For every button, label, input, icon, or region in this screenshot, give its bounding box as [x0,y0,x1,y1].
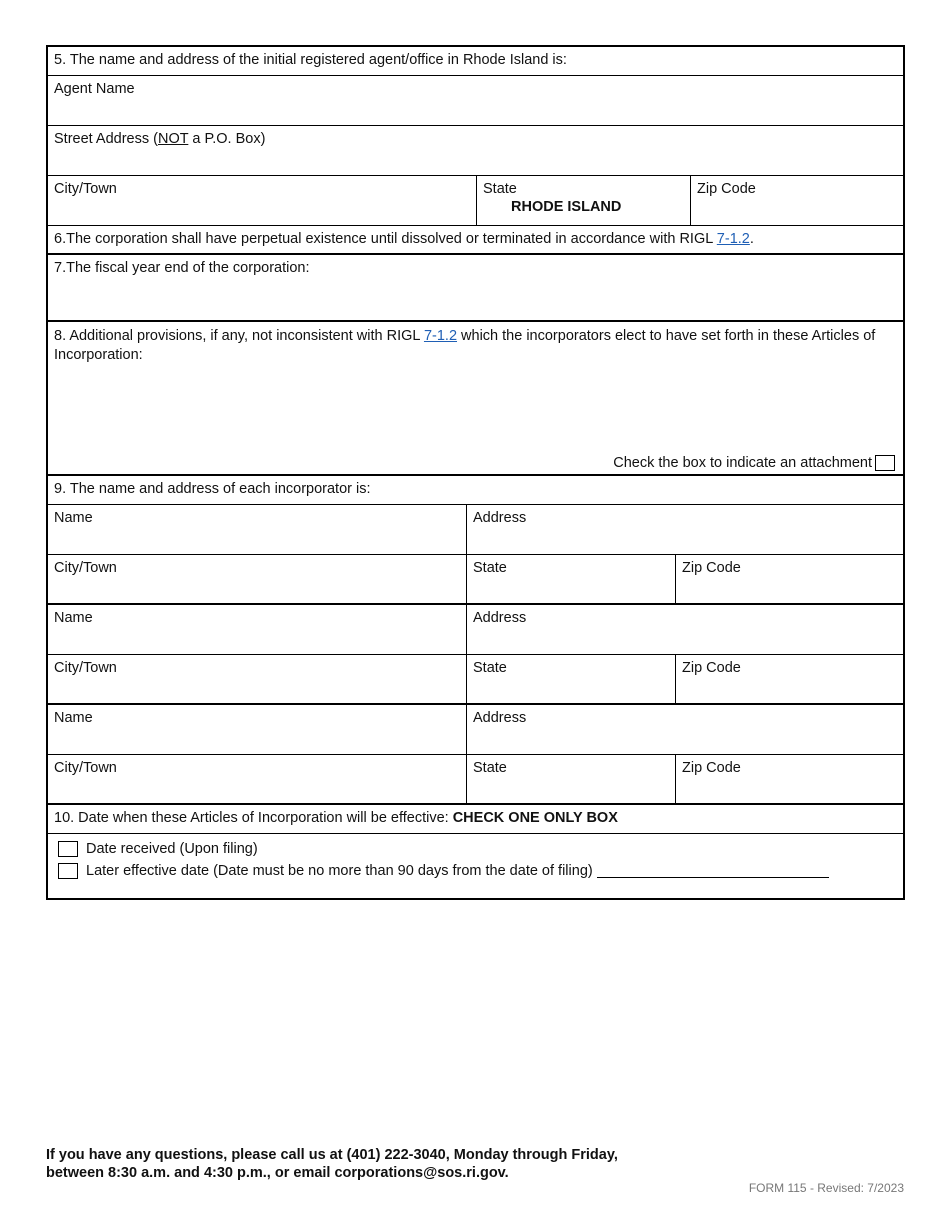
later-date-label: Later effective date (Date must be no more than 90 days from the date of filing) [86,863,593,879]
agent-state-field [476,176,690,225]
incorporator-3-city-label: City/Town [54,760,117,776]
not-underlined: NOT [157,131,189,147]
s5-heading: 5. The name and address of the initial registered agent/office in Rhode Island is: [54,52,567,68]
incorporator-1-address-field[interactable] [466,505,903,554]
incorporator-2-city-field[interactable] [48,655,466,703]
agent-city-field[interactable] [48,176,476,225]
date-received-label: Date received (Upon filing) [86,841,258,857]
contact-line-2: between 8:30 a.m. and 4:30 p.m., or email corporations@sos.ri.gov. [46,1165,509,1181]
incorporator-3-name-field[interactable] [48,705,466,754]
s7-row [48,255,903,322]
date-received-checkbox[interactable] [58,841,78,857]
s6-text: 6.The corporation shall have perpetual existence until dissolved or terminated in accordance with RIGL 7-1.2. [54,231,754,247]
agent-name-field[interactable] [48,76,903,125]
later-date-checkbox[interactable] [58,863,78,879]
incorporator-2-zip-field[interactable] [675,655,903,703]
form-number: FORM 115 - Revised: 7/2023 [748,1181,904,1195]
incorporator-3-name-row [48,705,903,755]
agent-zip-label: Zip Code [697,181,756,197]
attachment-indicator [613,455,895,471]
street-address-label: Street Address (NOT a P.O. Box) [54,131,266,147]
attachment-checkbox[interactable] [875,455,895,471]
s6-row [48,226,903,255]
incorporator-3-name-label: Name [54,710,93,726]
incorporator-1-zip-field[interactable] [675,555,903,603]
rigl-link-s6[interactable]: 7-1.2 [716,231,750,247]
incorporator-2-name-field[interactable] [48,605,466,654]
street-address-field[interactable] [48,126,903,175]
articles-form [46,45,905,900]
option-date-received[interactable] [58,841,897,857]
incorporator-2-address-field[interactable] [466,605,903,654]
check-one-only: CHECK ONE ONLY BOX [452,810,618,826]
incorporator-3-zip-field[interactable] [675,755,903,803]
agent-name-label: Agent Name [54,81,135,97]
agent-name-row [48,76,903,126]
incorporator-2-zip-label: Zip Code [682,660,741,676]
incorporator-3-state-field[interactable] [466,755,675,803]
incorporator-2-address-label: Address [473,610,527,626]
option-later-date[interactable] [58,863,897,879]
incorporator-3-address-field[interactable] [466,705,903,754]
street-address-row [48,126,903,176]
incorporator-1-city-row [48,555,903,605]
agent-state-value: RHODE ISLAND [511,199,622,215]
agent-city-row [48,176,903,226]
incorporator-2-name-row [48,605,903,655]
rigl-link-s8[interactable]: 7-1.2 [423,328,458,344]
s8-row [48,322,903,476]
fiscal-year-label: 7.The fiscal year end of the corporation: [54,260,310,276]
incorporator-1-address-label: Address [473,510,527,526]
incorporator-3-zip-label: Zip Code [682,760,741,776]
incorporator-2-city-label: City/Town [54,660,117,676]
incorporator-1-state-field[interactable] [466,555,675,603]
s10-heading-row [48,805,903,834]
later-date-blank[interactable] [597,864,829,878]
s5-heading-row [48,47,903,76]
incorporator-3-address-label: Address [473,710,527,726]
incorporator-1-name-label: Name [54,510,93,526]
agent-state-label: State [483,181,517,197]
agent-city-label: City/Town [54,181,117,197]
incorporator-1-name-row [48,505,903,555]
additional-provisions-field[interactable]: 8. Additional provisions, if any, not inconsistent with RIGL 7-1.2 which the incorporators elect to have set forth in these Articles of Incorporation: [54,328,876,363]
incorporator-3-city-field[interactable] [48,755,466,803]
incorporator-1-name-field[interactable] [48,505,466,554]
incorporator-1-city-field[interactable] [48,555,466,603]
fiscal-year-field[interactable] [48,255,903,320]
agent-zip-field[interactable] [690,176,903,225]
s10-options-row [48,834,903,898]
incorporator-3-city-row [48,755,903,805]
incorporator-1-city-label: City/Town [54,560,117,576]
s9-heading: 9. The name and address of each incorporator is: [54,481,371,497]
incorporator-2-state-label: State [473,660,507,676]
incorporator-3-state-label: State [473,760,507,776]
s9-heading-row [48,476,903,505]
incorporator-2-name-label: Name [54,610,93,626]
contact-line-1: If you have any questions, please call us at (401) 222-3040, Monday through Friday, [46,1147,618,1163]
attachment-label: Check the box to indicate an attachment [613,455,872,471]
contact-footer [46,1146,618,1182]
s10-options [48,834,903,898]
incorporator-2-city-row [48,655,903,705]
incorporator-1-zip-label: Zip Code [682,560,741,576]
incorporator-2-state-field[interactable] [466,655,675,703]
s10-heading: 10. Date when these Articles of Incorporation will be effective: CHECK ONE ONLY BOX [54,810,618,826]
incorporator-1-state-label: State [473,560,507,576]
